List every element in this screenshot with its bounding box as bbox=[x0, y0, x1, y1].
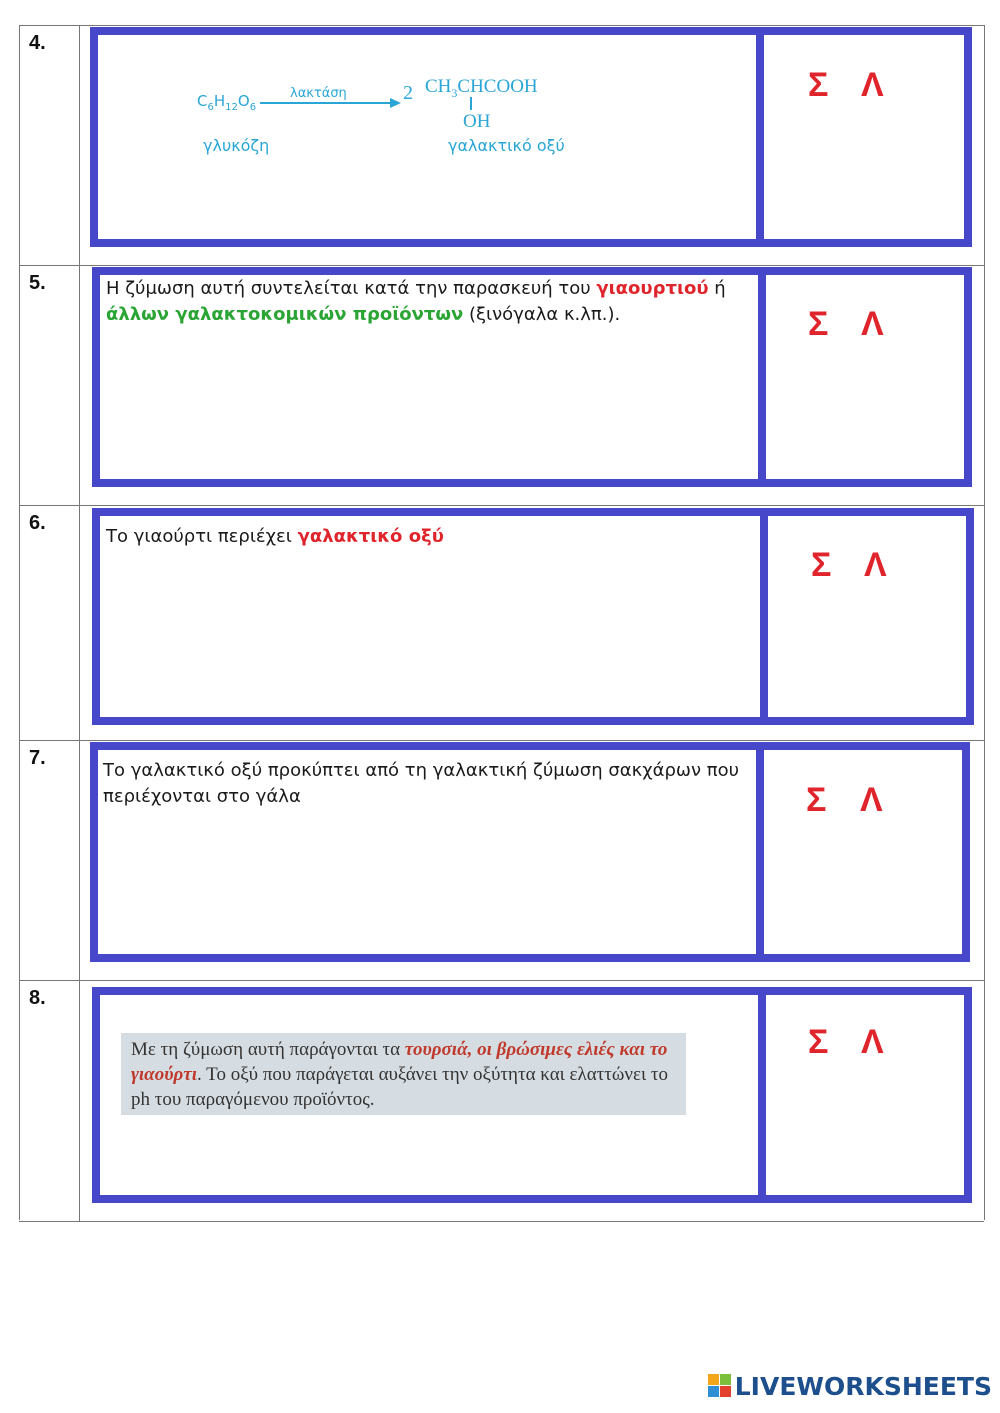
question-text: Με τη ζύμωση αυτή παράγονται τα τουρσιά, οι βρώσιμες ελιές και το γιαούρτι. Το οξύ που παράγεται αυξάνει την οξύτητα και ελαττώνει το ph του παραγόμενου προϊόντος. bbox=[131, 1039, 668, 1110]
question-text: Το γιαούρτι περιέχει γαλακτικό οξύ bbox=[106, 526, 444, 547]
false-option[interactable]: Λ bbox=[861, 1023, 884, 1061]
true-option[interactable]: Σ bbox=[808, 66, 829, 104]
product-name: γαλακτικό οξύ bbox=[448, 136, 565, 155]
answer-box bbox=[758, 987, 972, 1203]
scanned-excerpt bbox=[121, 1033, 686, 1115]
bond-line bbox=[470, 97, 472, 110]
logo-icon bbox=[708, 1374, 732, 1398]
true-option[interactable]: Σ bbox=[808, 305, 829, 343]
reaction-arrow bbox=[260, 96, 402, 110]
answer-box bbox=[756, 742, 970, 962]
reactant-formula: $C_6H_{12}O_6$ bbox=[197, 92, 257, 113]
question-number: 4. bbox=[29, 32, 46, 54]
false-option[interactable]: Λ bbox=[864, 546, 887, 584]
coefficient: 2 bbox=[403, 82, 413, 104]
enzyme-label: λακτάση bbox=[290, 86, 347, 101]
true-option[interactable]: Σ bbox=[806, 781, 827, 819]
answer-box bbox=[756, 27, 972, 247]
question-text: Το γαλακτικό οξύ προκύπτει από τη γαλακτική ζύμωση σακχάρων που περιέχονται στο γάλα bbox=[103, 760, 740, 807]
question-text: Η ζύμωση αυτή συντελείται κατά την παρασκευή του γιαουρτιού ή άλλων γαλακτοκομικών προϊόντων (ξινόγαλα κ.λπ.). bbox=[106, 278, 726, 325]
question-number: 7. bbox=[29, 747, 46, 769]
product-formula: $CH_3CHCOOH$ bbox=[425, 76, 538, 100]
true-option[interactable]: Σ bbox=[808, 1023, 829, 1061]
question-number: 8. bbox=[29, 987, 46, 1009]
false-option[interactable]: Λ bbox=[861, 305, 884, 343]
question-number: 5. bbox=[29, 272, 46, 294]
false-option[interactable]: Λ bbox=[861, 66, 884, 104]
branch-group: OH bbox=[463, 111, 491, 132]
true-option[interactable]: Σ bbox=[811, 546, 832, 584]
question-box bbox=[90, 27, 764, 247]
reactant-name: γλυκόζη bbox=[203, 136, 270, 155]
false-option[interactable]: Λ bbox=[860, 781, 883, 819]
answer-box bbox=[760, 508, 974, 725]
question-number: 6. bbox=[29, 512, 46, 534]
liveworksheets-logo bbox=[708, 1371, 992, 1401]
answer-box bbox=[758, 267, 972, 487]
logo-text: LIVEWORKSHEETS bbox=[734, 1371, 992, 1401]
